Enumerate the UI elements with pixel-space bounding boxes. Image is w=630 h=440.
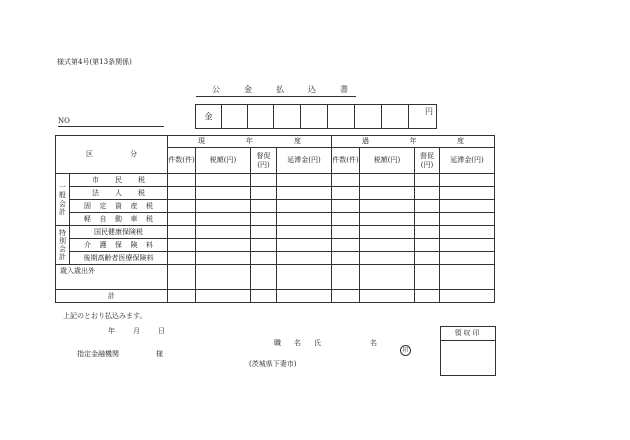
input-cell[interactable] — [440, 200, 495, 213]
input-cell[interactable] — [440, 265, 495, 290]
input-cell[interactable] — [277, 265, 332, 290]
input-cell[interactable] — [196, 213, 251, 226]
col-late-past: 延滞金(円) — [440, 148, 495, 174]
current-year-header: 現 年 度 — [168, 136, 332, 148]
input-cell[interactable] — [168, 213, 196, 226]
row-label-total: 計 — [56, 290, 168, 303]
input-cell[interactable] — [332, 265, 360, 290]
row-label-care-insurance: 介 護 保 険 料 — [70, 239, 168, 252]
input-cell[interactable] — [332, 200, 360, 213]
receipt-stamp-box[interactable] — [440, 326, 496, 376]
honorific-sama: 様 — [156, 350, 163, 358]
special-account-label: 特 別 会 計 — [56, 226, 70, 265]
city-name: (茨城県下妻市) — [249, 360, 297, 368]
col-fee-current: 督促(円) — [251, 148, 277, 174]
input-cell[interactable] — [277, 213, 332, 226]
input-cell[interactable] — [196, 265, 251, 290]
form-number: 様式第4号(第13条関係) — [57, 58, 132, 66]
input-cell[interactable] — [332, 290, 360, 303]
input-cell[interactable] — [440, 187, 495, 200]
row-label-light-vehicle-tax: 軽 自 動 車 税 — [70, 213, 168, 226]
designated-bank-label: 指定金融機関 — [77, 350, 119, 358]
row-label-property-tax: 固 定 資 産 税 — [70, 200, 168, 213]
amount-unit: 円 — [425, 107, 433, 116]
input-cell[interactable] — [360, 239, 415, 252]
input-cell[interactable] — [277, 239, 332, 252]
input-cell[interactable] — [360, 213, 415, 226]
amount-unit-box[interactable] — [409, 105, 437, 129]
input-cell[interactable] — [277, 226, 332, 239]
amount-digit-box[interactable] — [248, 105, 274, 129]
input-cell[interactable] — [360, 290, 415, 303]
input-cell[interactable] — [415, 252, 440, 265]
input-cell[interactable] — [168, 226, 196, 239]
general-account-label: 一 般 会 計 — [56, 174, 70, 226]
input-cell[interactable] — [168, 187, 196, 200]
col-count-current: 件数(件) — [168, 148, 196, 174]
amount-digit-box[interactable] — [328, 105, 355, 129]
input-cell[interactable] — [415, 174, 440, 187]
row-label-health-insurance-tax: 国民健康保険税 — [70, 226, 168, 239]
input-cell[interactable] — [277, 290, 332, 303]
input-cell[interactable] — [196, 290, 251, 303]
input-cell[interactable] — [277, 252, 332, 265]
title-char: 込 — [308, 85, 316, 94]
title-char: 払 — [276, 85, 284, 94]
input-cell[interactable] — [196, 239, 251, 252]
input-cell[interactable] — [415, 200, 440, 213]
input-cell[interactable] — [440, 239, 495, 252]
job-char: 名 — [294, 339, 301, 347]
date-year: 年 — [108, 327, 115, 335]
title-underline — [196, 96, 356, 97]
col-fee-past: 督促(円) — [415, 148, 440, 174]
input-cell[interactable] — [251, 290, 277, 303]
input-cell[interactable] — [440, 213, 495, 226]
input-cell[interactable] — [360, 187, 415, 200]
col-tax-past: 税額(円) — [360, 148, 415, 174]
category-header: 区 分 — [56, 136, 168, 174]
input-cell[interactable] — [415, 226, 440, 239]
title-char: 金 — [244, 85, 252, 94]
date-day: 日 — [158, 327, 165, 335]
input-cell[interactable] — [277, 200, 332, 213]
input-cell[interactable] — [415, 265, 440, 290]
input-cell[interactable] — [196, 226, 251, 239]
input-cell[interactable] — [168, 265, 196, 290]
input-cell[interactable] — [440, 252, 495, 265]
input-cell[interactable] — [332, 213, 360, 226]
amount-digit-box[interactable] — [301, 105, 328, 129]
input-cell[interactable] — [196, 174, 251, 187]
seal-char: 印 — [400, 345, 411, 356]
amount-digit-box[interactable] — [222, 105, 248, 129]
form-title — [196, 86, 356, 95]
past-year-header: 過 年 度 — [332, 136, 495, 148]
input-cell[interactable] — [440, 290, 495, 303]
input-cell[interactable] — [440, 174, 495, 187]
input-cell[interactable] — [251, 265, 277, 290]
input-cell[interactable] — [251, 187, 277, 200]
no-field-line[interactable] — [58, 126, 164, 127]
input-cell[interactable] — [251, 239, 277, 252]
date-month: 月 — [133, 327, 140, 335]
amount-boxes — [195, 104, 437, 129]
name-char: 名 — [370, 339, 377, 347]
col-late-current: 延滞金(円) — [277, 148, 332, 174]
input-cell[interactable] — [360, 226, 415, 239]
amount-digit-box[interactable] — [355, 105, 382, 129]
input-cell[interactable] — [360, 174, 415, 187]
input-cell[interactable] — [251, 213, 277, 226]
input-cell[interactable] — [196, 187, 251, 200]
amount-digit-box[interactable] — [382, 105, 409, 129]
title-char: 公 — [212, 85, 220, 94]
input-cell[interactable] — [332, 252, 360, 265]
tax-breakdown-table — [55, 135, 495, 303]
job-char: 氏 — [314, 339, 321, 347]
row-label-misc: 歳入歳出外 — [56, 265, 168, 290]
input-cell[interactable] — [332, 239, 360, 252]
row-label-elderly-medical-insurance: 後期高齢者医療保険料 — [70, 252, 168, 265]
input-cell[interactable] — [415, 187, 440, 200]
receipt-stamp-label: 領収印 — [441, 327, 495, 341]
input-cell[interactable] — [277, 187, 332, 200]
input-cell[interactable] — [168, 290, 196, 303]
title-char: 書 — [340, 85, 348, 94]
input-cell[interactable] — [251, 252, 277, 265]
input-cell[interactable] — [332, 187, 360, 200]
col-count-past: 件数(件) — [332, 148, 360, 174]
input-cell[interactable] — [415, 239, 440, 252]
input-cell[interactable] — [251, 226, 277, 239]
no-label: NO — [58, 117, 70, 125]
input-cell[interactable] — [196, 252, 251, 265]
payment-note: 上記のとおり払込みます。 — [63, 312, 147, 320]
job-char: 職 — [274, 339, 281, 347]
input-cell[interactable] — [440, 226, 495, 239]
input-cell[interactable] — [360, 200, 415, 213]
amount-label: 金 — [196, 105, 222, 129]
input-cell[interactable] — [360, 265, 415, 290]
input-cell[interactable] — [332, 174, 360, 187]
input-cell[interactable] — [168, 252, 196, 265]
row-label-city-tax: 市 民 税 — [70, 174, 168, 187]
input-cell[interactable] — [168, 174, 196, 187]
col-tax-current: 税額(円) — [196, 148, 251, 174]
amount-digit-box[interactable] — [274, 105, 301, 129]
input-cell[interactable] — [415, 290, 440, 303]
input-cell[interactable] — [168, 200, 196, 213]
input-cell[interactable] — [251, 200, 277, 213]
input-cell[interactable] — [415, 213, 440, 226]
input-cell[interactable] — [360, 252, 415, 265]
row-label-corporate-tax: 法 人 税 — [70, 187, 168, 200]
input-cell[interactable] — [332, 226, 360, 239]
input-cell[interactable] — [277, 174, 332, 187]
input-cell[interactable] — [251, 174, 277, 187]
seal-mark-icon — [400, 339, 411, 356]
input-cell[interactable] — [168, 239, 196, 252]
input-cell[interactable] — [196, 200, 251, 213]
